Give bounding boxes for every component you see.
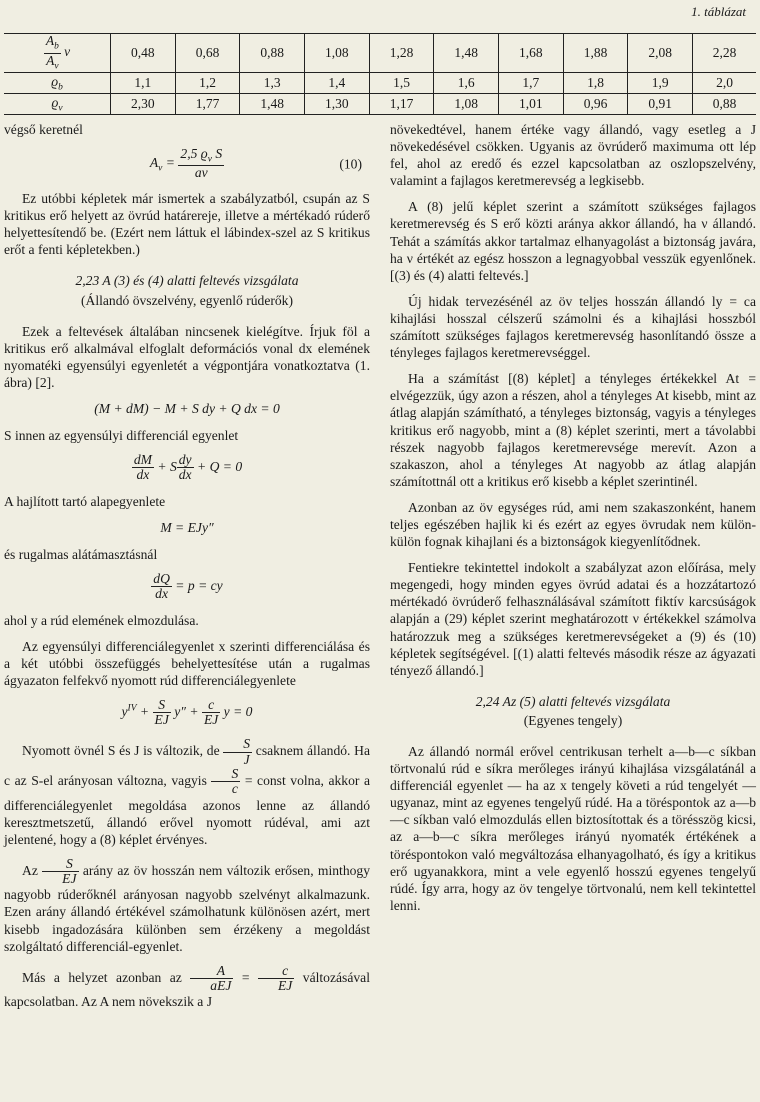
table-cell: 1,1	[111, 73, 176, 94]
equation: (M + dM) − M + S dy + Q dx = 0	[94, 401, 280, 416]
table-cell: 2,28	[693, 34, 756, 73]
table-cell: 2,08	[628, 34, 693, 73]
table-cell: 1,3	[240, 73, 305, 94]
table-cell: 2,30	[111, 94, 176, 115]
table-cell: 0,88	[693, 94, 756, 115]
paragraph: növekedtével, hanem értéke vagy állandó, vagy esetleg a J növekedésével csökken. Ugyanis az övrúderő maximuma ott lép fel, ahol az eredő és ezzel kapcsolatban az oszlopszelvény, valamint a fajlagos keretmerevség a legkisebb.	[390, 122, 756, 189]
table-cell: 0,48	[111, 34, 176, 73]
table-cell: 1,8	[563, 73, 628, 94]
equation-number: (10)	[339, 156, 362, 172]
table-cell: 1,01	[499, 94, 564, 115]
paragraph: A (8) jelű képlet szerint a számított szükséges fajlagos keretmerevség és S erő közti aránya akkor állandó, ha ν állandó. Tehát a számítás akkor tartalmaz elhanyagolást a biztonság javára, ha ν értékét az egész hosszon a legnagyobbal vesszük egyenlőnek. [(3) és (4) alatti feltevés.]	[390, 199, 756, 283]
paragraph: Az $\frac{S}{EJ}$ arány az öv hosszán nem változik erősen, minthogy nagyobb rúderőknél arányosan nagyobb szelvényt alkalmazunk. Ezen arány állandó értékével számolhatunk különösen azért, mert kisebb ingadozására különben sem érzékeny a megoldást szolgáltató differenciál-egyenlet.	[4, 855, 371, 954]
section-subheading: (Egyenes tengely)	[523, 712, 623, 728]
section-heading: 2,23 A (3) és (4) alatti feltevés vizsgálata	[75, 273, 299, 289]
table-cell: 0,68	[175, 34, 240, 73]
paragraph: Ha a számítást [(8) képlet] a tényleges értékekkel At = elvégezzük, úgy azon a részen, ahol a tényleges At kisebb, mint az átlag alapján számítható, a tényleges biztonság, vagyis a tényleges kritikus erő nagyobb, mint a (8) képlet szerinti, mert a távolabbi részek nagyobb fajlagos keretmerevsége merevít. Azon a szakaszon, ahol a tényleges At nagyobb az átlag alapján számítottnál ott a kritikus erő kisebb a képlet szerintinél.	[390, 371, 756, 489]
paragraph: végső keretnél	[4, 122, 83, 137]
table-cell: 1,17	[369, 94, 434, 115]
table-cell: 1,4	[305, 73, 370, 94]
paragraph: Ezek a feltevések általában nincsenek kielégítve. Írjuk föl a kritikus erő alkalmával elfoglalt deformációs vonal dx elemének nyomatéki egyensúlyi egyenletét a végpontjára vonatkoztatva (1. ábra) [2].	[4, 323, 370, 390]
table-cell: 1,6	[434, 73, 499, 94]
table-cell: 1,9	[628, 73, 693, 94]
paragraph: Más a helyzet azonban az $\frac{A}{\text{aEJ}}$ = $\frac{c}{EJ}$ változásával kapcsolatban. Az A nem növekszik a J	[4, 962, 370, 1010]
table-cell: 1,5	[369, 73, 434, 94]
section-subheading: (Állandó övszelvény, egyenlő rúderők)	[80, 292, 294, 308]
table-cell: 2,0	[693, 73, 756, 94]
equation-10: $A_v$ = $\frac{2,5 ϱ_v S}{a\nu}$ (10)	[149, 146, 362, 180]
row-label: $ϱ_b$	[4, 73, 111, 94]
table-cell: 1,08	[305, 34, 370, 73]
paragraph: Az egyensúlyi differenciálegyenlet x szerinti differenciálása és a két utóbbi összefüggés behelyettesítése után a rugalmas ágyazaton felfekvő nyomott rúd differenciálegyenlete	[4, 638, 370, 688]
table-cell: 1,28	[369, 34, 434, 73]
right-column	[390, 121, 756, 923]
table-cell: 1,68	[499, 34, 564, 73]
table-cell: 1,88	[563, 34, 628, 73]
table-cell: 0,96	[563, 94, 628, 115]
paragraph: Azonban az öv egységes rúd, ami nem szakaszonként, hanem teljes egészében hajlik ki és ezért az egyes övrudak nem külön-külön fognak kihajlani és a biztonságok kiegyenlítődnek.	[390, 499, 756, 550]
table-cell: 0,91	[628, 94, 693, 115]
table-row	[4, 73, 756, 94]
table-cell: 1,2	[175, 73, 240, 94]
parameter-table	[4, 33, 756, 115]
paragraph: Új hidak tervezésénél az öv teljes hosszán állandó ly = ca kihajlási hosszal célszerű számolni és a kihajlási hosszból számított szükséges fajlagos keretmerevség hasonlítandó össze a tényleges fajlagos keretmerevséggel.	[390, 293, 756, 361]
equation: $\frac{dM}{dx}$ + S $\frac{dy}{dx}$ + Q = 0	[133, 452, 243, 483]
equation: M = EJy″	[160, 519, 214, 535]
row-label: $\frac{A_b}{A_v}$ ν	[4, 34, 111, 73]
table-cell: 1,48	[434, 34, 499, 73]
paragraph: Ez utóbbi képletek már ismertek a szabályzatból, csupán az S kritikus erő helyett az övrúd határereje, illetve a mértékadó rúderő helyettesítendő be. (Ezért nem láttuk el lábindex-szel az S kritikus erőt a fenti képletekben.)	[4, 191, 370, 258]
table-row	[4, 34, 756, 73]
paragraph: Fentiekre tekintettel indokolt a szabályzat azon előírása, mely megengedi, hogy minden egyes övrúd adatai és a hozzátartozó mértékadó övrúderő felhasználásával számított fiktív karcsúságok alapján a (29) képlet szerint meghatározott ν értékekkel számolva határozzuk meg a szükséges keretmerevségeket a (9) és (10) képletek segítségével. [(1) alatti feltevés második része az ágyazati tényező állandó.]	[390, 560, 756, 678]
section-heading: 2,24 Az (5) alatti feltevés vizsgálata	[475, 693, 671, 709]
table-caption: 1. táblázat	[691, 4, 746, 19]
table-cell: 1,30	[305, 94, 370, 115]
table-cell: 1,7	[499, 73, 564, 94]
table-cell: 1,77	[175, 94, 240, 115]
paragraph: Nyomott övnél S és J is változik, de $\frac{S}{J}$ csaknem állandó. Ha c az S-el arányosan változna, vagyis $\frac{S}{c}$ = const volna, akkor a differenciálegyenlet megoldása azonos lenne az állandó keresztmetszetű, állandó erővel nyomott rúdéval, ami azt jelentené, hogy a (8) képlet érvényes.	[4, 736, 371, 847]
equation: $y^{IV}$ + $\frac{S}{EJ}$ y″ + $\frac{c}{EJ}$ y = 0	[121, 696, 253, 728]
table-cell: 1,48	[240, 94, 305, 115]
paragraph: és rugalmas alátámasztásnál	[4, 546, 158, 562]
table-cell: 1,08	[434, 94, 499, 115]
paragraph: A hajlított tartó alapegyenlete	[4, 493, 166, 509]
equation: $\frac{dQ}{dx}$ = p = cy	[153, 571, 223, 602]
paragraph: Az állandó normál erővel centrikusan terhelt a—b—c síkban törtvonalú rúd e síkra merőleges irányú kihajlása vizsgálatánál a differenciál egyenlet — ha az x tengely követi a rúd tengelyét — ugyanaz, mint az egyenes tengelyű rúdé. Ha a töréspontok az a—b—c síkban való elmozdulás ellen biztosítottak és a törésszög kicsi, az a—b—c síkra merőleges irányú nyomaték értékének a töréspontokon való megváltozása elhanyagolható, és így a kritikus erő ugyanakkora, mint a vele egyenlő hosszú egyenes tengelyű rúdé. Így arra, hogy az öv tengelye törtvonalú, nem kell tekintettel lenni.	[390, 744, 756, 913]
table-cell: 0,88	[240, 34, 305, 73]
left-column	[4, 121, 370, 1019]
paragraph: ahol y a rúd elemének elmozdulása.	[4, 612, 199, 628]
paragraph: S innen az egyensúlyi differenciál egyenlet	[4, 428, 239, 444]
table-row	[4, 94, 756, 115]
row-label: $ϱ_v$	[4, 94, 111, 115]
